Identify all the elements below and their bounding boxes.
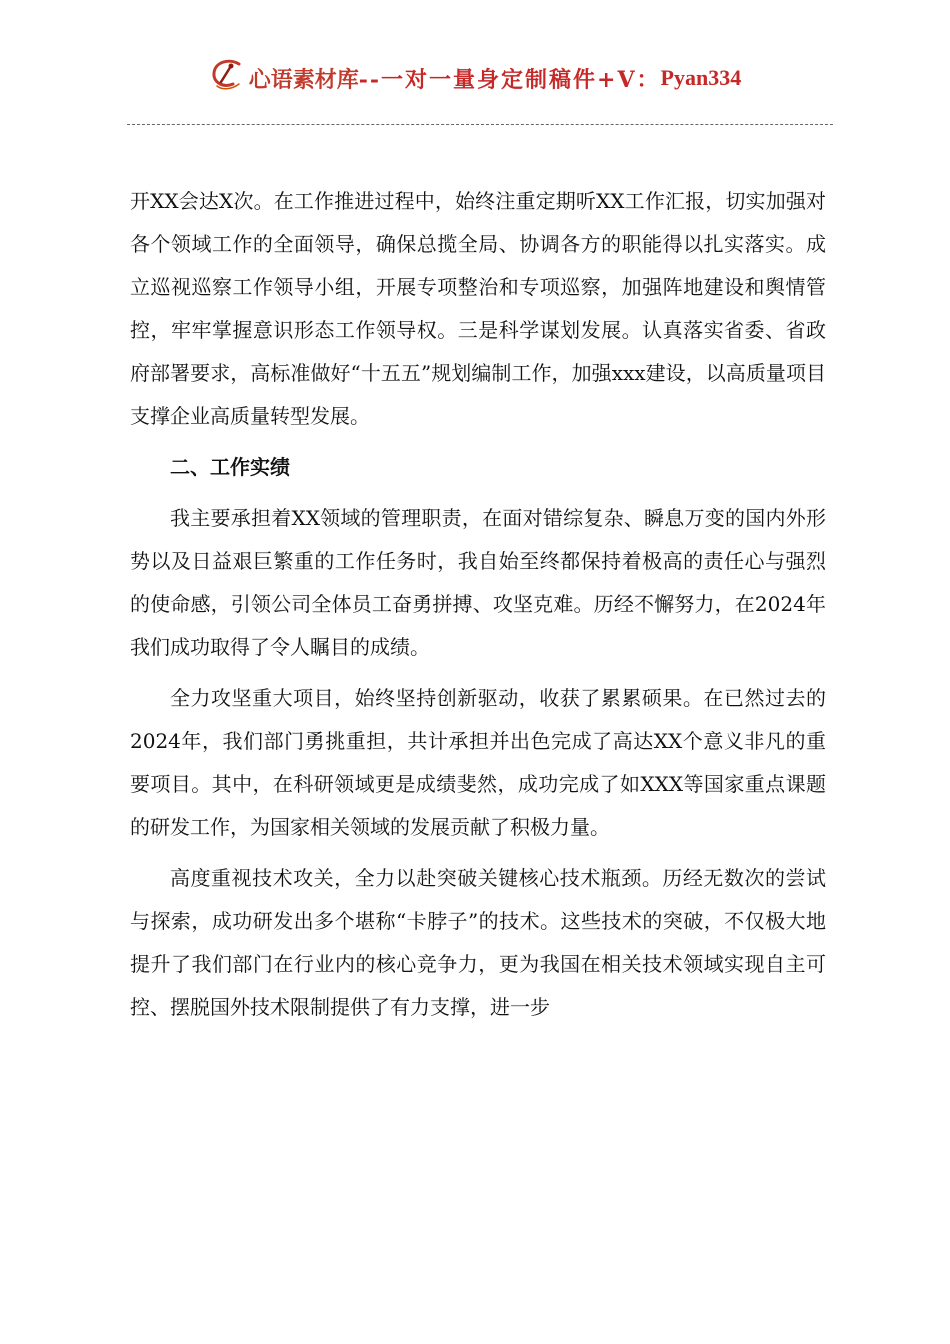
paragraph: 全力攻坚重大项目，始终坚持创新驱动，收获了累累硕果。在已然过去的2024年，我们部门勇挑重担，共计承担并出色完成了高达XX个意义非凡的重要项目。其中，在科研领域更是成绩斐然，成功完成了如XXX等国家重点课题的研发工作，为国家相关领域的发展贡献了积极力量。: [130, 686, 826, 839]
header-slogan: --一对一量身定制稿件+V：: [358, 66, 661, 93]
paragraph: 开XX会达X次。在工作推进过程中，始终注重定期听XX工作汇报，切实加强对各个领域工作的全面领导，确保总揽全局、协调各方的职能得以扎实落实。成立巡视巡察工作领导小组，开展专项整治和专项巡察，加强阵地建设和舆情管控，牢牢掌握意识形态工作领导权。三是科学谋划发展。认真落实省委、省政府部署要求，高标准做好“十五五”规划编制工作，加强xxx建设，以高质量项目支撑企业高质量转型发展。: [130, 189, 826, 428]
brand-name: 心语素材库: [248, 66, 359, 93]
section-heading: 二、工作实绩: [170, 455, 290, 479]
page-header: [0, 60, 950, 104]
brand-logo-icon: [209, 56, 249, 92]
header-contact: Pyan334: [660, 65, 742, 90]
header-divider: [127, 124, 833, 125]
document-body: [130, 180, 826, 1037]
paragraph: 高度重视技术攻关，全力以赴突破关键核心技术瓶颈。历经无数次的尝试与探索，成功研发出多个堪称“卡脖子”的技术。这些技术的突破，不仅极大地提升了我们部门在行业内的核心竞争力，更为我国在相关技术领域实现自主可控、摆脱国外技术限制提供了有力支撑，进一步: [130, 866, 826, 1019]
paragraph: 我主要承担着XX领域的管理职责，在面对错综复杂、瞬息万变的国内外形势以及日益艰巨繁重的工作任务时，我自始至终都保持着极高的责任心与强烈的使命感，引领公司全体员工奋勇拼搏、攻坚克难。历经不懈努力，在2024年我们成功取得了令人瞩目的成绩。: [130, 506, 826, 659]
